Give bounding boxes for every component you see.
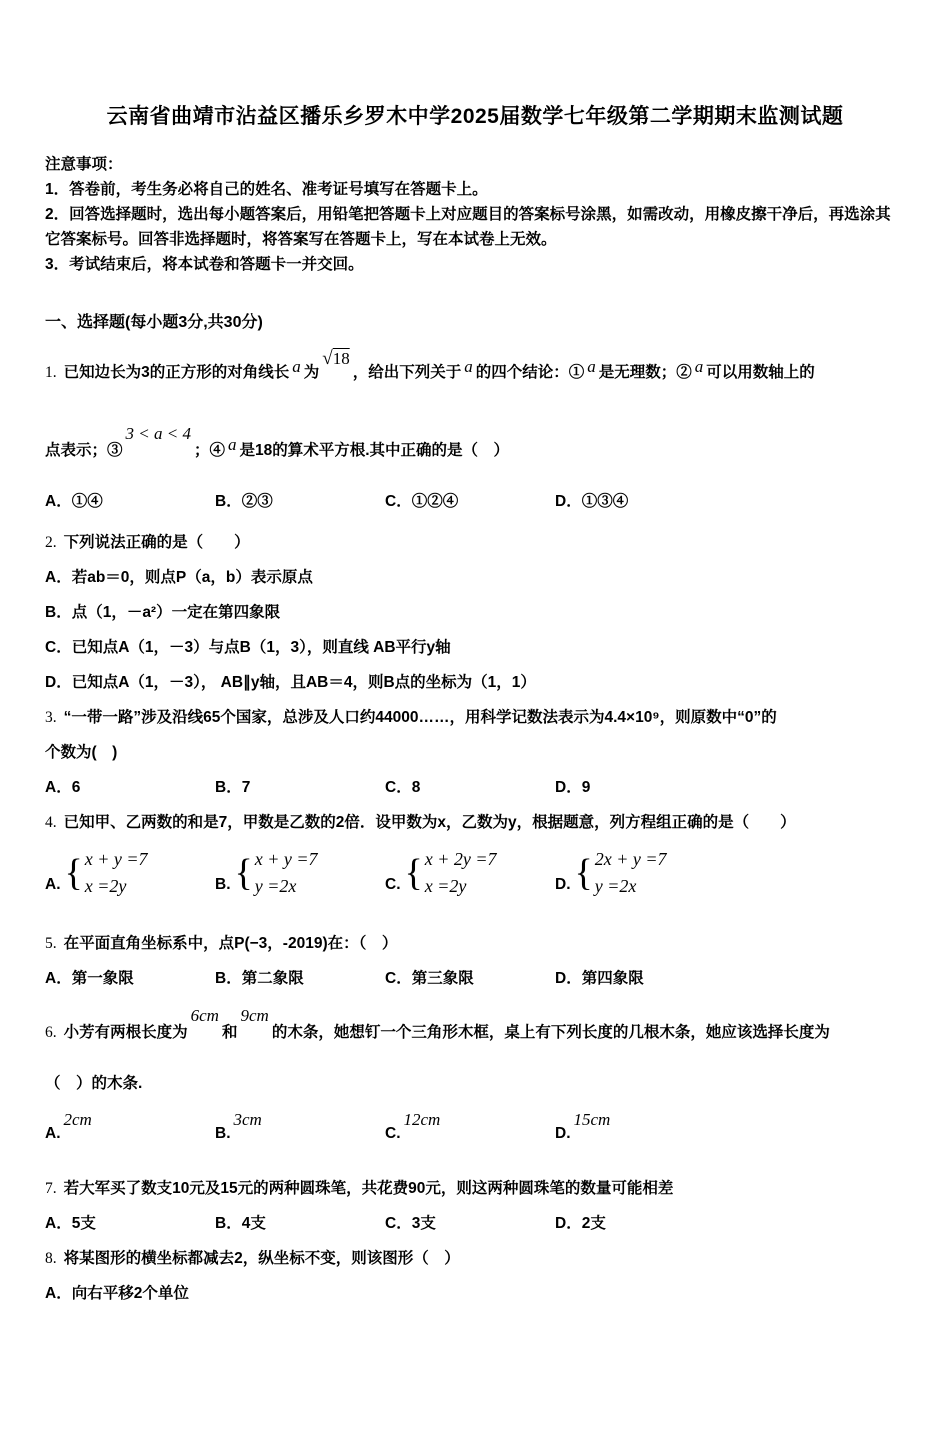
option-letter: A. bbox=[45, 1125, 61, 1142]
option-d: D．第四象限 bbox=[555, 970, 644, 987]
question-7-stem bbox=[45, 1171, 905, 1206]
option-d: D．9 bbox=[555, 779, 591, 796]
option-d: D．①③④ bbox=[555, 493, 629, 510]
question-4-stem bbox=[45, 805, 905, 840]
question-4-text: 已知甲、乙两数的和是7，甲数是乙数的2倍．设甲数为x，乙数为y，根据题意，列方程组正确的是（ ） bbox=[63, 814, 796, 831]
math-var-a: a bbox=[227, 435, 237, 454]
question-3-line-2: 个数为( ) bbox=[45, 744, 118, 761]
question-2-text: 下列说法正确的是（ ） bbox=[63, 534, 250, 551]
question-2-stem bbox=[45, 525, 905, 560]
option-b: B．7 bbox=[215, 779, 251, 796]
option-a: A．向右平移2个单位 bbox=[45, 1285, 189, 1302]
option-letter: A. bbox=[45, 876, 61, 893]
equation-system bbox=[405, 846, 497, 900]
equation-2: y =2x bbox=[594, 876, 637, 896]
question-7 bbox=[45, 1171, 905, 1241]
question-6-text: 小芳有两根长度为 bbox=[63, 1024, 188, 1041]
option-a: A．6 bbox=[45, 779, 81, 796]
math-var-a: a bbox=[464, 357, 473, 376]
exam-paper-page bbox=[0, 100, 950, 1311]
brace: { bbox=[404, 852, 423, 894]
equation-2: x =2y bbox=[84, 876, 127, 896]
math-var-a: a bbox=[587, 357, 596, 376]
equation-2: x =2y bbox=[424, 876, 467, 896]
option-c: C．3支 bbox=[385, 1215, 436, 1232]
notice-section bbox=[45, 152, 905, 277]
option-d: D．已知点A（1，－3）， AB∥y轴，且AB＝4，则B点的坐标为（1，1） bbox=[45, 674, 536, 691]
question-1 bbox=[45, 348, 905, 519]
question-7-number: 7. bbox=[45, 1180, 57, 1197]
equation-1: x + 2y =7 bbox=[424, 849, 497, 869]
question-7-text: 若大军买了数支10元及15元的两种圆珠笔，共花费90元，则这两种圆珠笔的数量可能相差 bbox=[63, 1180, 674, 1197]
section-1-heading: 一、选择题(每小题3分,共30分) bbox=[45, 314, 263, 331]
question-5-stem bbox=[45, 926, 905, 961]
option-c: C．已知点A（1，－3）与点B（1，3），则直线 AB平行y轴 bbox=[45, 639, 451, 656]
option-c bbox=[385, 1110, 555, 1151]
option-c: C．①②④ bbox=[385, 493, 459, 510]
option-d bbox=[555, 1110, 905, 1151]
question-3-options bbox=[45, 770, 905, 805]
notice-heading: 注意事项： bbox=[45, 156, 123, 173]
question-1-line-2 bbox=[45, 424, 905, 468]
equation-1: 2x + y =7 bbox=[594, 849, 667, 869]
question-5-number: 5. bbox=[45, 935, 57, 952]
option-a: A．①④ bbox=[45, 493, 103, 510]
question-3-text: “一带一路”涉及沿线65个国家，总涉及人口约44000……，用科学记数法表示为4.4×10⁹，则原数中“0”的 bbox=[63, 709, 777, 726]
option-a: A．若ab＝0，则点P（a，b）表示原点 bbox=[45, 569, 313, 586]
option-b: B．第二象限 bbox=[215, 970, 304, 987]
question-8-number: 8. bbox=[45, 1250, 57, 1267]
question-4-number: 4. bbox=[45, 814, 57, 831]
question-1-text: 点表示；③ bbox=[45, 442, 123, 459]
question-5 bbox=[45, 926, 905, 996]
question-1-text: 是18的算术平方根.其中正确的是（ ） bbox=[239, 442, 510, 459]
question-7-options bbox=[45, 1206, 905, 1241]
question-6-line-1 bbox=[45, 1006, 905, 1050]
option-letter: D. bbox=[555, 1125, 571, 1142]
equation-system bbox=[575, 846, 667, 900]
question-5-options bbox=[45, 961, 905, 996]
option-b bbox=[215, 846, 385, 900]
option-letter: B. bbox=[215, 1125, 231, 1142]
math-var-a: a bbox=[694, 357, 704, 376]
option-b: B．②③ bbox=[215, 493, 273, 510]
question-6-text: 的木条，她想钉一个三角形木框，桌上有下列长度的几根木条，她应该选择长度为 bbox=[271, 1024, 830, 1041]
question-1-text: 为 bbox=[303, 364, 320, 381]
option-letter: B. bbox=[215, 876, 231, 893]
option-d bbox=[555, 846, 905, 900]
question-4-options bbox=[45, 846, 905, 900]
option-value: 15cm bbox=[573, 1110, 611, 1129]
option-a: A．第一象限 bbox=[45, 970, 134, 987]
option-letter: C. bbox=[385, 1125, 401, 1142]
brace: { bbox=[574, 852, 593, 894]
question-6 bbox=[45, 1006, 905, 1151]
equation-2: y =2x bbox=[254, 876, 297, 896]
question-8-text: 将某图形的横坐标都减去2，纵坐标不变，则该图形（ ） bbox=[63, 1250, 460, 1267]
notice-item-3: 3．考试结束后，将本试卷和答题卡一并交回。 bbox=[45, 256, 364, 273]
page-title: 云南省曲靖市沾益区播乐乡罗木中学2025届数学七年级第二学期期末监测试题 bbox=[106, 105, 844, 128]
question-1-options bbox=[45, 484, 905, 519]
option-letter: D. bbox=[555, 876, 571, 893]
question-3-line-1 bbox=[45, 700, 905, 735]
math-sqrt-18 bbox=[319, 349, 352, 368]
question-1-text: ；④ bbox=[193, 442, 225, 459]
radical-sign: √ bbox=[322, 348, 333, 369]
option-value: 2cm bbox=[63, 1110, 92, 1129]
question-3 bbox=[45, 700, 905, 805]
option-b: B．点（1，－a²）一定在第四象限 bbox=[45, 604, 281, 621]
option-a bbox=[45, 1110, 215, 1151]
equation-system bbox=[235, 846, 318, 900]
option-a bbox=[45, 846, 215, 900]
question-4 bbox=[45, 805, 905, 900]
question-1-number: 1. bbox=[45, 364, 57, 381]
radicand: 18 bbox=[332, 349, 350, 368]
math-length-6cm: 6cm bbox=[190, 1006, 219, 1025]
equation-1: x + y =7 bbox=[254, 849, 318, 869]
question-6-line-2: （ ）的木条. bbox=[45, 1075, 143, 1092]
option-c: C．8 bbox=[385, 779, 421, 796]
equation-system bbox=[65, 846, 148, 900]
notice-item-2: 2．回答选择题时，选出每小题答案后，用铅笔把答题卡上对应题目的答案标号涂黑，如需改动，用橡皮擦干净后，再选涂其它答案标号。回答非选择题时，将答案写在答题卡上，写在本试卷上无效。 bbox=[45, 206, 891, 248]
question-5-text: 在平面直角坐标系中，点P(−3，-2019)在：（ ） bbox=[63, 935, 398, 952]
math-var-a: a bbox=[292, 357, 301, 376]
question-8 bbox=[45, 1241, 905, 1311]
question-1-text: 可以用数轴上的 bbox=[706, 364, 815, 381]
option-value: 12cm bbox=[403, 1110, 441, 1129]
question-6-options bbox=[45, 1110, 905, 1151]
question-1-text: ，给出下列关于 bbox=[352, 364, 462, 381]
option-c bbox=[385, 846, 555, 900]
option-letter: C. bbox=[385, 876, 401, 893]
option-value: 3cm bbox=[233, 1110, 262, 1129]
equation-1: x + y =7 bbox=[84, 849, 148, 869]
option-c: C．第三象限 bbox=[385, 970, 474, 987]
math-inequality: 3 < a < 4 bbox=[125, 424, 191, 443]
brace: { bbox=[64, 852, 83, 894]
question-1-text: 是无理数；② bbox=[598, 364, 692, 381]
notice-item-1: 1．答卷前，考生务必将自己的姓名、准考证号填写在答题卡上。 bbox=[45, 181, 488, 198]
brace: { bbox=[234, 852, 253, 894]
math-length-9cm: 9cm bbox=[240, 1006, 269, 1025]
question-2 bbox=[45, 525, 905, 700]
question-1-line-1 bbox=[45, 348, 905, 390]
question-1-text: 已知边长为3的正方形的对角线长 bbox=[63, 364, 290, 381]
question-6-number: 6. bbox=[45, 1024, 57, 1041]
option-b: B．4支 bbox=[215, 1215, 266, 1232]
option-a: A．5支 bbox=[45, 1215, 96, 1232]
question-1-text: 的四个结论：① bbox=[475, 364, 585, 381]
option-d: D．2支 bbox=[555, 1215, 606, 1232]
question-6-text: 和 bbox=[221, 1024, 238, 1041]
option-b bbox=[215, 1110, 385, 1151]
question-2-number: 2. bbox=[45, 534, 57, 551]
question-8-stem bbox=[45, 1241, 905, 1276]
question-3-number: 3. bbox=[45, 709, 57, 726]
